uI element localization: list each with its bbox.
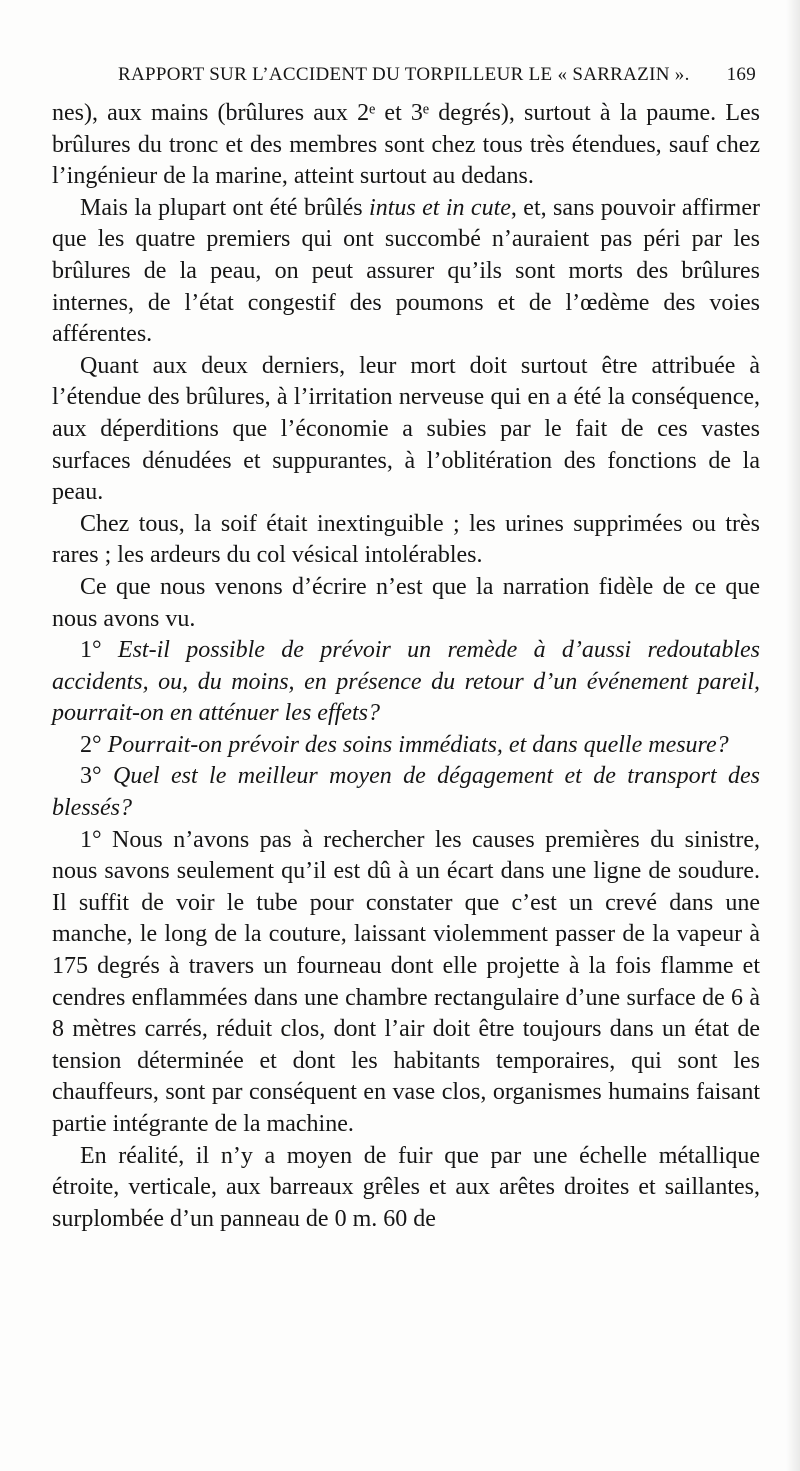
running-header [118,60,758,90]
text-run: 3° [80,763,113,790]
paragraph [52,98,760,193]
paragraph [52,825,760,1141]
paragraph [52,761,760,824]
paragraph [52,635,760,730]
text-run: Quant aux deux derniers, leur mort doit surtout être attribuée à l’étendue des brûlures, à l’irritation nerveuse qui en a été la conséquence, aux déperditions que l’économie a subies par le fait de ces vastes surfaces dénudées et suppurantes, à l’oblitération des fonctions de la peau. [52,352,760,506]
body-text [52,98,760,1235]
paragraph [52,193,760,351]
text-run: 1° [80,637,118,664]
paragraph [52,1141,760,1236]
paragraph [52,351,760,509]
running-title: RAPPORT SUR L’ACCIDENT DU TORPILLEUR LE « SARRAZIN ». [118,64,690,85]
page-edge-shadow [786,0,800,1471]
text-run: , et, sans pouvoir affirmer que les quatre premiers qui ont succombé n’auraient pas péri par les brûlures de la peau, on peut assurer qu’ils sont morts des brûlures internes, de l’état congestif des poumons et de l’œdème des voies afférentes. [52,194,760,348]
paragraph [52,730,760,762]
italic-text: Quel est le meilleur moyen de dégagement et de transport des blessés? [52,763,760,822]
italic-text: intus et in cute [369,194,511,221]
text-run: 2° [80,731,108,758]
italic-text: Pourrait-on prévoir des soins immédiats, et dans quelle mesure? [107,731,729,758]
text-run: nes), aux mains (brûlures aux 2ᵉ et 3ᵉ degrés), surtout à la paume. Les brûlures du tronc et des membres sont chez tous très étendues, sauf chez l’ingénieur de la marine, atteint surtout au dedans. [52,100,760,190]
text-run: Mais la plupart ont été brûlés [80,194,370,221]
text-run: Chez tous, la soif était inextinguible ; les urines supprimées ou très rares ; les ardeurs du col vésical intolérables. [52,510,760,569]
italic-text: Est-il possible de prévoir un remède à d’aussi redoutables accidents, ou, du moins, en présence du retour d’un événement pareil, pourrait-on en atténuer les effets? [52,637,760,727]
text-run: 1° Nous n’avons pas à rechercher les causes premières du sinistre, nous savons seulement qu’il est dû à un écart dans une ligne de soudure. Il suffit de voir le tube pour constater que c’est un crevé dans une manche, le long de la couture, laissant violemment passer de la vapeur à 175 degrés à travers un fourneau dont elle projette à la fois flamme et cendres enflammées dans une chambre rectangulaire d’une surface de 6 à 8 mètres carrés, réduit clos, dont l’air doit être toujours dans un état de tension déterminée et dont les habitants temporaires, qui sont les chauffeurs, sont par conséquent en vase clos, organismes humains faisant partie intégrante de la machine. [52,826,760,1137]
paragraph [52,572,760,635]
text-run: Ce que nous venons d’écrire n’est que la narration fidèle de ce que nous avons vu. [52,573,760,632]
paragraph [52,509,760,572]
page-number: 169 [726,64,756,85]
text-run: En réalité, il n’y a moyen de fuir que par une échelle métallique étroite, verticale, aux barreaux grêles et aux arêtes droites et saillantes, surplombée d’un panneau de 0 m. 60 de [52,1142,760,1232]
